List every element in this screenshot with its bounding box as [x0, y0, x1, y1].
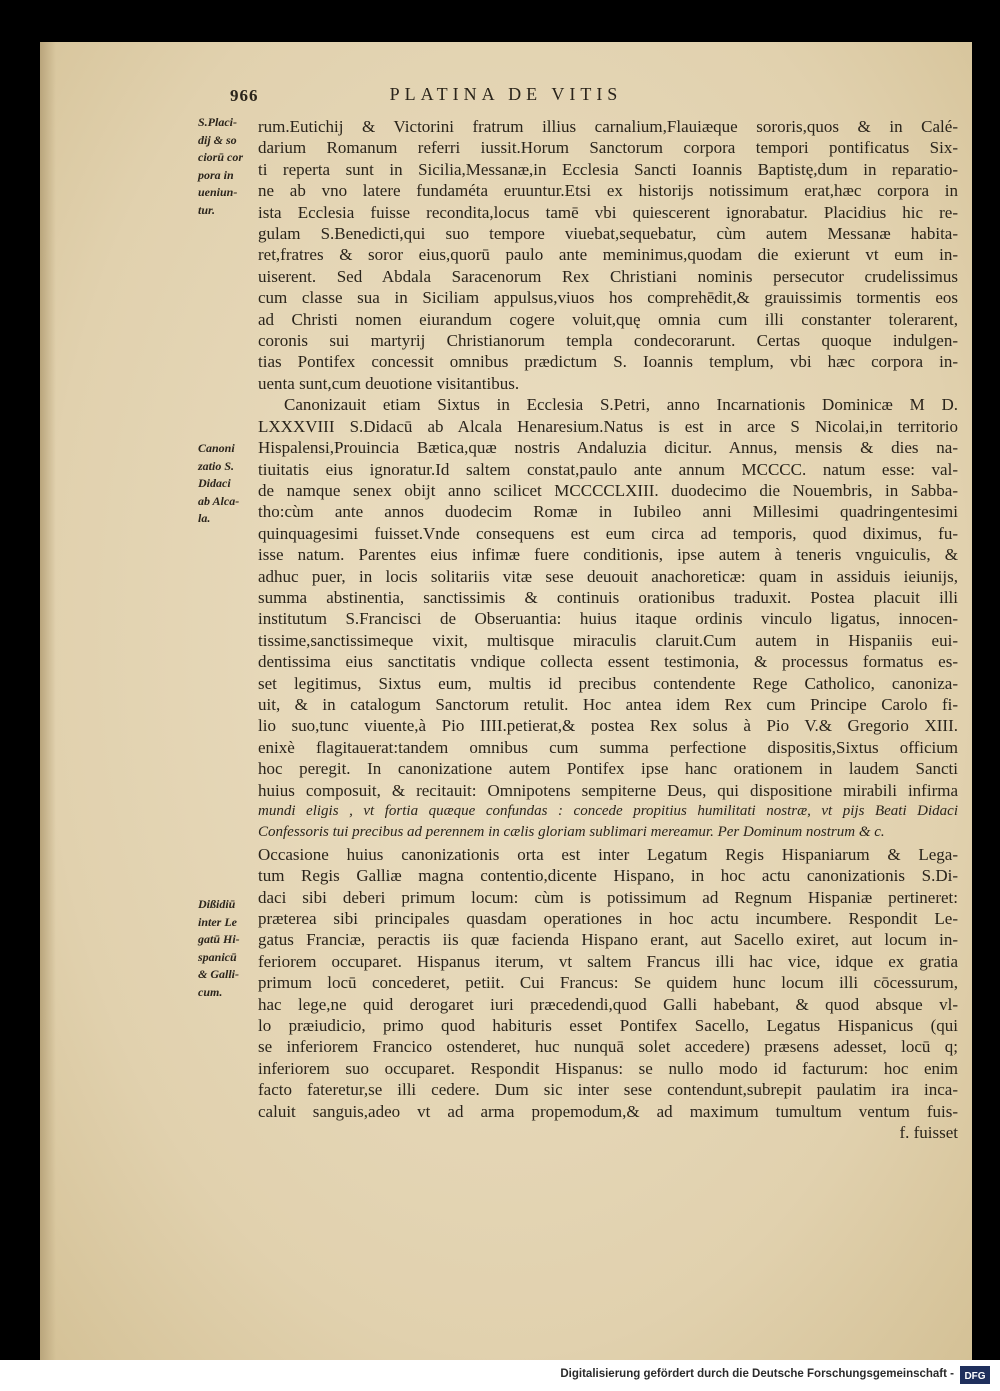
margin-note-line: la.: [198, 511, 211, 525]
margin-note-line: inter Le: [198, 914, 237, 929]
text-line: caluit sanguis,adeo vt ad arma propemodum,& ad maximum tumultum ventum fuis-: [258, 1101, 958, 1121]
text-line: dentissima eius sanctitatis vndique collecta essent testimonia, & processus formatus es-: [258, 652, 958, 672]
text-line: set legitimus, Sixtus eum, multis id precibus contendente Rege Catholico, canoniza-: [258, 673, 958, 693]
dfg-logo-text: DFG: [964, 1371, 986, 1382]
margin-note-placidus: [198, 114, 250, 219]
text-line: institutum S.Francisci de Obseruantia: huius itaque ordinis vinculo ligatus, innocen-: [258, 609, 958, 629]
text-line: darium Romanum referri iussit.Horum Sanctorum corpora tempori pontificatus Six-: [258, 138, 958, 158]
margin-note-line: & Galli-: [198, 967, 239, 981]
margin-note-line: dij & so: [198, 132, 237, 147]
text-line: facto fateretur,se illi cedere. Dum sic inter sese contendunt,subrepit paulatim ira inca-: [258, 1080, 958, 1100]
margin-note-line: Dißidiū: [198, 897, 236, 911]
text-line: ista Ecclesia fuisse recondita,locus tamē vbi quiescerent ignorabatur. Placidius hic re-: [258, 202, 958, 222]
margin-note-line: pora in: [198, 167, 234, 182]
running-head: PLATINA DE VITIS: [389, 84, 623, 104]
text-line-italic: mundi eligis , vt fortia quæque confundas : concede propitius humilitati nostræ, vt pijs Beati Didaci: [258, 803, 958, 819]
margin-note-line: gatū Hi-: [198, 932, 240, 946]
dfg-logo-icon: [960, 1366, 990, 1384]
text-line: tho:cùm ante annos duodecim Romæ in Iubileo anni Millesimi quadringentesimi: [258, 502, 958, 522]
text-line: ne ab vno latere fundaméta eruuntur.Etsi ex historijs notissimum erat,hæc corpora in: [258, 181, 958, 201]
text-line: rum.Eutichij & Victorini fratrum illius carnalium,Flauiæque sororis,quos & in Calé-: [258, 117, 958, 136]
text-line: quinquagesimi fuisset.Vnde consequens est eum circa ad temporis, quod diximus, fu-: [258, 523, 958, 543]
page-header: [40, 82, 972, 112]
text-line: se inferiorem Francico ostenderet, huc nunquā solet accedere) præsens adesset, locū q;: [258, 1037, 958, 1057]
text-line: uit, & in catalogum Sanctorum retulit. Hoc antea idem Rex cum Principe Carolo fi-: [258, 694, 958, 714]
text-line: summa abstinentia, sanctissimis & continuis orationibus traduxit. Postea placuit illi: [258, 587, 958, 607]
text-line: huius composuit, & recitauit: Omnipotens sempiterne Deus, qui dispositione mirabili infirma: [258, 780, 958, 800]
page-gutter-shadow: [40, 42, 56, 1360]
book-page: [40, 42, 972, 1360]
text-line: gatus Franciæ, peractis iis quæ facienda Hispano erant, aut Sacello exiret, aut locum in-: [258, 930, 958, 950]
text-line-italic: Confessoris tui precibus ad perennem in cælis gloriam sublimari mereamur. Per Dominum nostrum & c.: [258, 824, 885, 841]
text-line: adhuc puer, in locis solitariis vitæ sese deuouit anachoreticæ: quam in assiduis ieiunijs,: [258, 566, 958, 586]
margin-note-canonization: [198, 440, 250, 528]
text-line: inferiorem suo occuparet. Respondit Hispanus: se nullo modo id facturum: hoc enim: [258, 1058, 958, 1078]
footer-bar: [0, 1360, 1000, 1391]
text-line: uiserent. Sed Abdala Saracenorum Rex Christiani nominis persecutor crudelissimus: [258, 266, 958, 286]
margin-note-line: ab Alca-: [198, 493, 240, 508]
text-line: LXXXVIII S.Didacū ab Alcala Henaresium.Natus is est in arce S Nicolai,in territorio: [258, 416, 958, 436]
text-line: ad Christi nomen eiurandum cogere voluit,quę omnia cum illi constanter tolerarent,: [258, 309, 958, 329]
text-line: hoc peregit. In canonizatione autem Pontifex ipse hanc orationem in laudem Sancti: [258, 759, 958, 779]
text-line: Canonizauit etiam Sixtus in Ecclesia S.Petri, anno Incarnationis Dominicæ M D.: [284, 395, 958, 415]
text-line: Hispalensi,Prouincia Bætica,quæ nostris Andaluzia dicitur. Annus, mensis & dies na-: [258, 438, 958, 458]
text-line: lio suo,tunc viuente,à Pio IIII.petierat,& postea Rex solus à Pio V.& Gregorio XIII.: [258, 716, 958, 736]
funding-credit: Digitalisierung gefördert durch die Deutsche Forschungsgemeinschaft -: [560, 1368, 954, 1380]
text-line: hac lege,ne quid derogaret iuri præcedendi,quod Galli habebant, & quod absque vl-: [258, 994, 958, 1014]
text-line: Occasione huius canonizationis orta est inter Legatum Regis Hispaniarum & Lega-: [258, 844, 958, 864]
text-line: tum Regis Galliæ magna contentio,dicente Hispano, in hoc actu canonizationis S.Di-: [258, 866, 958, 886]
text-line: tias Pontifex concessit omnibus prædictum S. Ioannis templum, vbi hæc corpora in-: [258, 352, 958, 372]
margin-note-line: ueniun-: [198, 185, 238, 199]
text-line: feriorem occuparet. Hispanus iterum, vt saltem Francus illi hac vice, idque ex gratia: [258, 951, 958, 971]
page-number: 966: [230, 86, 259, 105]
text-line: ret,fratres & soror eius,quorū paulo ante meminimus,quodam die exierunt vt eum in-: [258, 245, 958, 265]
margin-note-line: ciorū cor: [198, 150, 243, 164]
body-text: [258, 116, 958, 1144]
text-line: præterea sibi principales quasdam operationes in hoc actu incumbere. Respondit Le-: [258, 909, 958, 929]
margin-note-line: zatio S.: [198, 458, 235, 473]
text-line: cum classe sua in Siciliam appulsus,viuos hos comprehēdit,& grauissimis tormentis eos: [258, 288, 958, 308]
text-line: gulam S.Benedicti,qui suo tempore viuebat,sequebatur, cùm autem Messanæ habita-: [258, 224, 958, 244]
text-line: enixè flagitauerat:tandem omnibus cum summa perfectione dispositis,Sixtus officium: [258, 737, 958, 757]
margin-note-line: spanicū: [198, 949, 237, 964]
margin-note-line: Canoni: [198, 441, 235, 455]
text-line: primum locū concederet, petiit. Cui Francus: Se quidem hunc locum illi cōcessurum,: [258, 973, 958, 993]
margin-note-line: S.Placi-: [198, 115, 237, 129]
text-line: lo præiudicio, primo quod habituris esset Pontifex Sacello, Legatus Hispanicus (qui: [258, 1016, 958, 1036]
text-line: coronis sui martyrij Christianorum templa condecorarunt. Certas quoque indulgen-: [258, 331, 958, 351]
margin-note-dispute: [198, 896, 250, 1001]
text-line: de namque senex obijt anno scilicet MCCCCLXIII. duodecimo die Nouembris, in Sabba-: [258, 480, 958, 500]
margin-notes: [198, 114, 248, 1114]
text-line: daci sibi deberi primum locum: cùm is potissimum ad Regnum Hispaniæ pertineret:: [258, 887, 958, 907]
text-line: isse natum. Parentes eius infimæ fuere conditionis, ipse autem à teneris vnguiculis, &: [258, 545, 958, 565]
margin-note-line: cum.: [198, 984, 223, 999]
margin-note-line: tur.: [198, 202, 216, 217]
catchword: f. fuisset: [899, 1123, 958, 1143]
text-line: tiuitatis eius ignoratur.Id saltem constat,paulo ante annum MCCCC. natum esse: val-: [258, 459, 958, 479]
text-line: ti reperta sunt in Sicilia,Messanæ,in Ecclesia Sancti Ioannis Baptistę,dum in reparatio-: [258, 159, 958, 179]
margin-note-line: Didaci: [198, 476, 231, 490]
text-line: tissime,sanctissimeque vixit, multisque miraculis claruit.Cum autem in Hispaniis eui-: [258, 630, 958, 650]
text-line: uenta sunt,cum deuotione visitantibus.: [258, 373, 520, 393]
